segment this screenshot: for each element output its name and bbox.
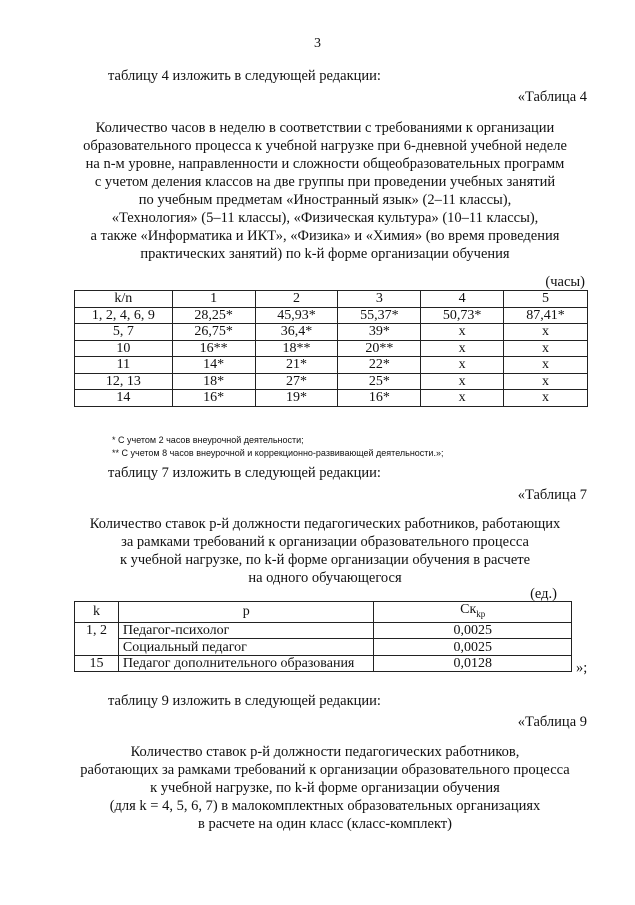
table7 <box>74 601 572 672</box>
table-cell: 39* <box>338 324 421 341</box>
table-cell: Педагог-психолог <box>118 622 374 639</box>
table-header-row <box>75 602 572 623</box>
title-line: «Технология» (5–11 классы), «Физическая культура» (10–11 классы), <box>111 210 539 226</box>
table-cell: 1, 2 <box>75 622 119 655</box>
table-cell: x <box>504 357 588 374</box>
header-cell: 4 <box>421 291 504 308</box>
table-cell: 45,93* <box>255 307 338 324</box>
footnote: ** С учетом 8 часов внеурочной и коррекционно-развивающей деятельности.»; <box>112 448 444 458</box>
header-cell <box>374 602 572 623</box>
section7-intro: таблицу 7 изложить в следующей редакции: <box>108 465 381 481</box>
title-line: работающих за рамками требований к организации образовательного процесса <box>80 762 570 778</box>
table-row <box>75 340 588 357</box>
section9-caption: «Таблица 9 <box>517 714 587 730</box>
footnote: * С учетом 2 часов внеурочной деятельности; <box>112 435 304 445</box>
table-cell: 26,75* <box>172 324 255 341</box>
table-row <box>75 639 572 656</box>
table-cell: 55,37* <box>338 307 421 324</box>
table4 <box>74 290 588 407</box>
title-line: по учебным предметам «Иностранный язык» (2–11 классы), <box>138 192 512 208</box>
title-line: Количество ставок p-й должности педагогических работников, <box>130 744 520 760</box>
section7-caption: «Таблица 7 <box>517 487 587 503</box>
table-cell: 14* <box>172 357 255 374</box>
table-row <box>75 390 588 407</box>
table4-unit: (часы) <box>545 274 585 290</box>
table-row <box>75 373 588 390</box>
title-line: с учетом деления классов на две группы при проведении учебных занятий <box>94 174 556 190</box>
table-row <box>75 307 588 324</box>
table-header-row <box>75 291 588 308</box>
table-cell: 16* <box>172 390 255 407</box>
table-cell: x <box>421 390 504 407</box>
table-row <box>75 622 572 639</box>
table-cell: x <box>421 357 504 374</box>
table-cell: 18** <box>255 340 338 357</box>
table-cell: x <box>504 340 588 357</box>
header-cell: 5 <box>504 291 588 308</box>
header-value-main: Ск <box>460 602 477 617</box>
table-cell: 10 <box>75 340 173 357</box>
section9-intro: таблицу 9 изложить в следующей редакции: <box>108 693 381 709</box>
table-cell: 18* <box>172 373 255 390</box>
table-row <box>75 655 572 672</box>
table-cell: 28,25* <box>172 307 255 324</box>
title-line: на одного обучающегося <box>248 570 402 586</box>
table-cell: 27* <box>255 373 338 390</box>
table-cell: 36,4* <box>255 324 338 341</box>
table-cell: 25* <box>338 373 421 390</box>
section9-title <box>60 743 590 833</box>
table-cell: x <box>421 324 504 341</box>
header-value-sub: kp <box>476 608 486 619</box>
table-cell: Педагог дополнительного образования <box>118 655 374 672</box>
table7-closing: »; <box>576 660 588 676</box>
title-line: к учебной нагрузке, по k-й форме организации обучения в расчете <box>119 552 531 568</box>
table-cell: 50,73* <box>421 307 504 324</box>
table-cell: x <box>421 373 504 390</box>
title-line: а также «Информатика и ИКТ», «Физика» и «Химия» (во время проведения <box>90 228 560 244</box>
table4-footnotes <box>112 434 443 460</box>
header-cell: 2 <box>255 291 338 308</box>
table-cell: 5, 7 <box>75 324 173 341</box>
table-cell: 11 <box>75 357 173 374</box>
table-cell: x <box>504 373 588 390</box>
header-cell: p <box>118 602 374 623</box>
title-line: в расчете на один класс (класс-комплект) <box>198 816 452 832</box>
table-cell: 21* <box>255 357 338 374</box>
table-cell: 22* <box>338 357 421 374</box>
table-row <box>75 324 588 341</box>
table-cell: 14 <box>75 390 173 407</box>
header-cell: k <box>75 602 119 623</box>
table-cell: 20** <box>338 340 421 357</box>
table-cell: 0,0128 <box>374 655 572 672</box>
header-cell: k/n <box>75 291 173 308</box>
table-row <box>75 357 588 374</box>
section4-title <box>60 119 590 263</box>
table7-unit: (ед.) <box>530 586 557 602</box>
table-cell: 16* <box>338 390 421 407</box>
section7-title <box>60 515 590 587</box>
title-line: на n-м уровне, направленности и сложности общеобразовательных программ <box>85 156 565 172</box>
table-cell: 1, 2, 4, 6, 9 <box>75 307 173 324</box>
table-cell: x <box>421 340 504 357</box>
table-cell: 12, 13 <box>75 373 173 390</box>
title-line: Количество ставок p-й должности педагогических работников, работающих <box>89 516 561 532</box>
table-cell: 19* <box>255 390 338 407</box>
table-cell: Социальный педагог <box>118 639 374 656</box>
table-cell: x <box>504 390 588 407</box>
table-cell: 0,0025 <box>374 639 572 656</box>
header-cell: 3 <box>338 291 421 308</box>
table-cell: 15 <box>75 655 119 672</box>
section4-caption: «Таблица 4 <box>517 89 587 105</box>
table-cell: x <box>504 324 588 341</box>
title-line: Количество часов в неделю в соответствии с требованиями к организации <box>95 120 555 136</box>
title-line: за рамками требований к организации образовательного процесса <box>121 534 529 550</box>
table-cell: 16** <box>172 340 255 357</box>
title-line: практических занятий) по k-й форме организации обучения <box>140 246 510 262</box>
header-cell: 1 <box>172 291 255 308</box>
title-line: к учебной нагрузке, по k-й форме организации обучения <box>150 780 500 796</box>
title-line: (для k = 4, 5, 6, 7) в малокомплектных образовательных организациях <box>109 798 541 814</box>
table-cell: 0,0025 <box>374 622 572 639</box>
section4-intro: таблицу 4 изложить в следующей редакции: <box>108 68 381 84</box>
title-line: образовательного процесса к учебной нагрузке при 6-дневной учебной неделе <box>83 138 567 154</box>
page-number: 3 <box>314 36 321 51</box>
table-cell: 87,41* <box>504 307 588 324</box>
